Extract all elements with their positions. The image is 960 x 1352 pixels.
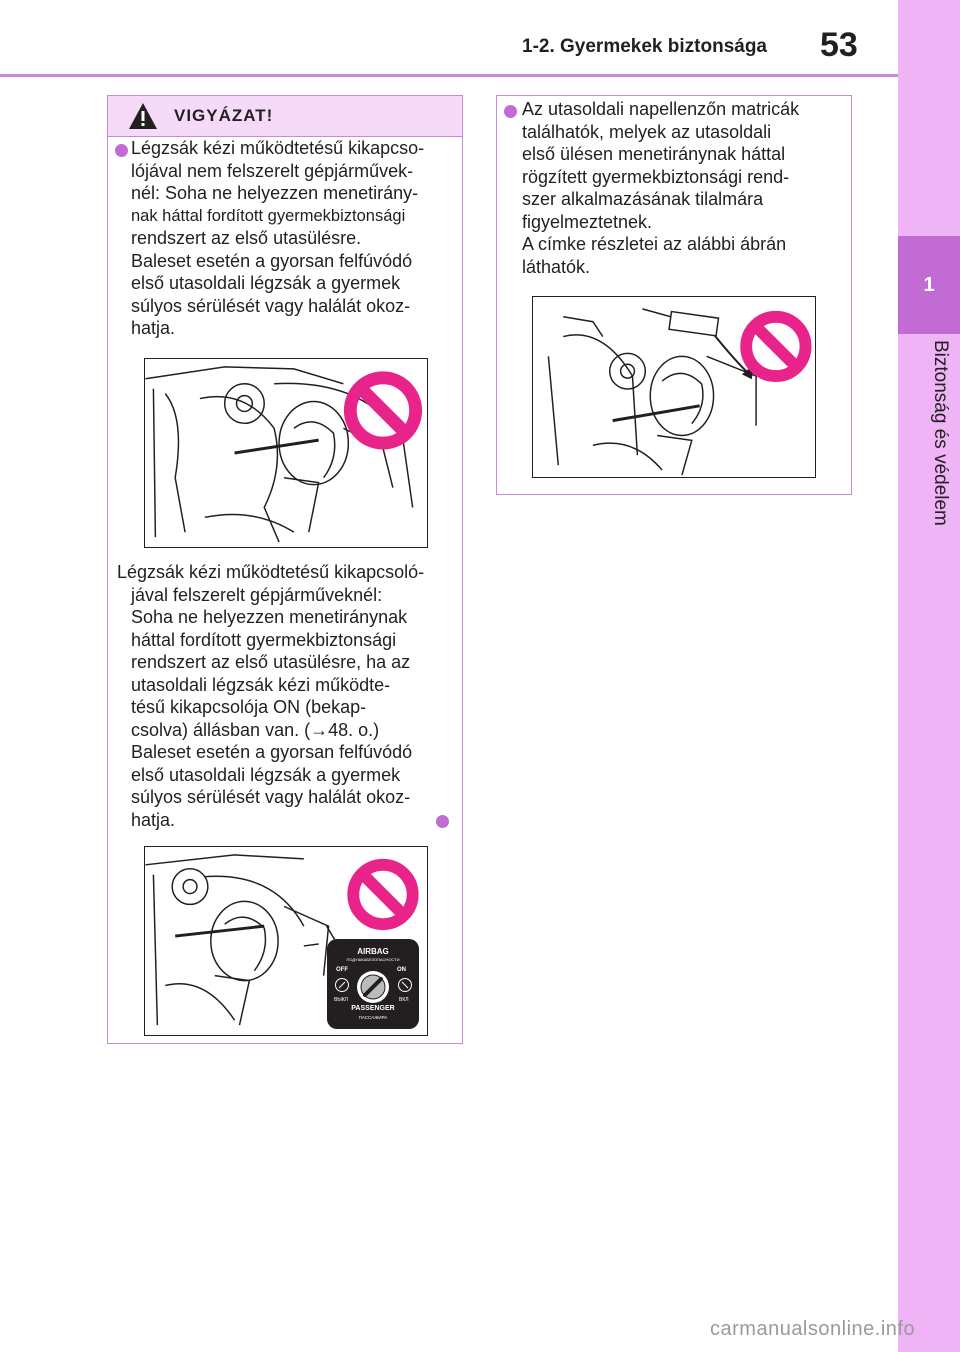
header-rule: [0, 74, 898, 77]
child-seat-off-icon: [334, 977, 350, 993]
text-line: tésű kikapcsolója ON (bekap-: [131, 697, 367, 717]
text-line: A címke részletei az alábbi ábrán: [522, 234, 787, 254]
airbag-title: AIRBAG: [357, 947, 389, 956]
child-seat-on-icon: [397, 977, 413, 993]
airbag-switch-dial-icon[interactable]: [355, 969, 391, 1005]
text-line: szer alkalmazásának tilalmára: [522, 189, 764, 209]
text-line: Baleset esetén a gyorsan felfúvódó: [131, 742, 413, 762]
warning-paragraph-2: [117, 561, 463, 831]
warning-header: [108, 96, 462, 137]
on-label: ON: [397, 967, 406, 973]
text-line: háttal fordított gyermekbiztonsági: [131, 629, 397, 650]
prohibition-icon: [353, 865, 412, 924]
figure-rear-facing-seat-with-switch: [144, 846, 428, 1036]
text-line: hatja.: [131, 809, 176, 830]
off-label: OFF: [336, 967, 348, 973]
text-line: láthatók.: [522, 256, 591, 277]
text-line: Soha ne helyezzen menetiránynak: [131, 607, 408, 627]
page-number: 53: [820, 26, 858, 64]
text-line: rendszert az első utasülésre, ha az: [131, 652, 411, 672]
page-reference-link[interactable]: csolva) állásban van. (→48. o.): [131, 719, 380, 740]
bullet-marker: [504, 105, 517, 118]
text-line: jával felszerelt gépjárműveknél:: [131, 584, 383, 605]
off-ru-label: ВЫКЛ: [334, 997, 348, 1003]
text-line: első utasoldali légzsák a gyermek: [131, 273, 401, 293]
chapter-number-tab[interactable]: 1: [898, 236, 960, 334]
text-line: súlyos sérülését vagy halálát okoz-: [131, 295, 411, 316]
warning-triangle-icon: [128, 102, 158, 130]
text-line: Légzsák kézi működtetésű kikapcso-: [131, 138, 425, 158]
warning-label: VIGYÁZAT!: [174, 106, 274, 125]
text-line: figyelmeztetnek.: [522, 211, 653, 232]
text-line: nél: Soha ne helyezzen menetirány-: [131, 183, 419, 203]
sun-visor-illustration: [533, 297, 815, 477]
warning-paragraph-1: [131, 137, 461, 340]
note-paragraph: [522, 98, 848, 278]
prohibition-icon: [350, 378, 415, 443]
text-line: nak háttal fordított gyermekbiztonsági: [131, 206, 406, 225]
airbag-switch-plate: [327, 939, 419, 1029]
text-line: első ülésen menetiránynak háttal: [522, 144, 786, 164]
text-line: találhatók, melyek az utasoldali: [522, 121, 772, 142]
passenger-label: PASSENGER: [351, 1005, 395, 1012]
text-line: rendszert az első utasülésre.: [131, 228, 362, 248]
chapter-title: Biztonság és védelem: [930, 340, 951, 526]
text-line: lójával nem felszerelt gépjárművek-: [131, 160, 414, 181]
bullet-marker: [115, 144, 128, 157]
prohibition-icon: [746, 317, 805, 376]
airbag-subtitle: ПОДУШКАБЕЗОПАСНОСТИ: [346, 957, 400, 962]
passenger-ru-label: ПАССАЖИРА: [358, 1015, 388, 1020]
watermark: carmanualsonline.info: [710, 1318, 916, 1340]
text-line: első utasoldali légzsák a gyermek: [131, 764, 401, 785]
text-line: rögzített gyermekbiztonsági rend-: [522, 166, 790, 187]
text-line: Baleset esetén a gyorsan felfúvódó: [131, 250, 413, 271]
figure-rear-facing-seat-no-switch: [144, 358, 428, 548]
text-line: utasoldali légzsák kézi működte-: [131, 674, 391, 695]
side-tab: [898, 0, 960, 1352]
text-line: Az utasoldali napellenzőn matricák: [522, 99, 800, 119]
car-interior-illustration: [145, 359, 427, 547]
section-title: 1-2. Gyermekek biztonsága: [522, 36, 767, 57]
figure-sun-visor-label: [532, 296, 816, 478]
on-ru-label: ВКЛ: [399, 997, 409, 1003]
text-line: súlyos sérülését vagy halálát okoz-: [131, 787, 411, 807]
text-line: Légzsák kézi működtetésű kikapcsoló-: [117, 562, 425, 582]
text-line: hatja.: [131, 318, 176, 338]
end-marker: [436, 815, 449, 828]
